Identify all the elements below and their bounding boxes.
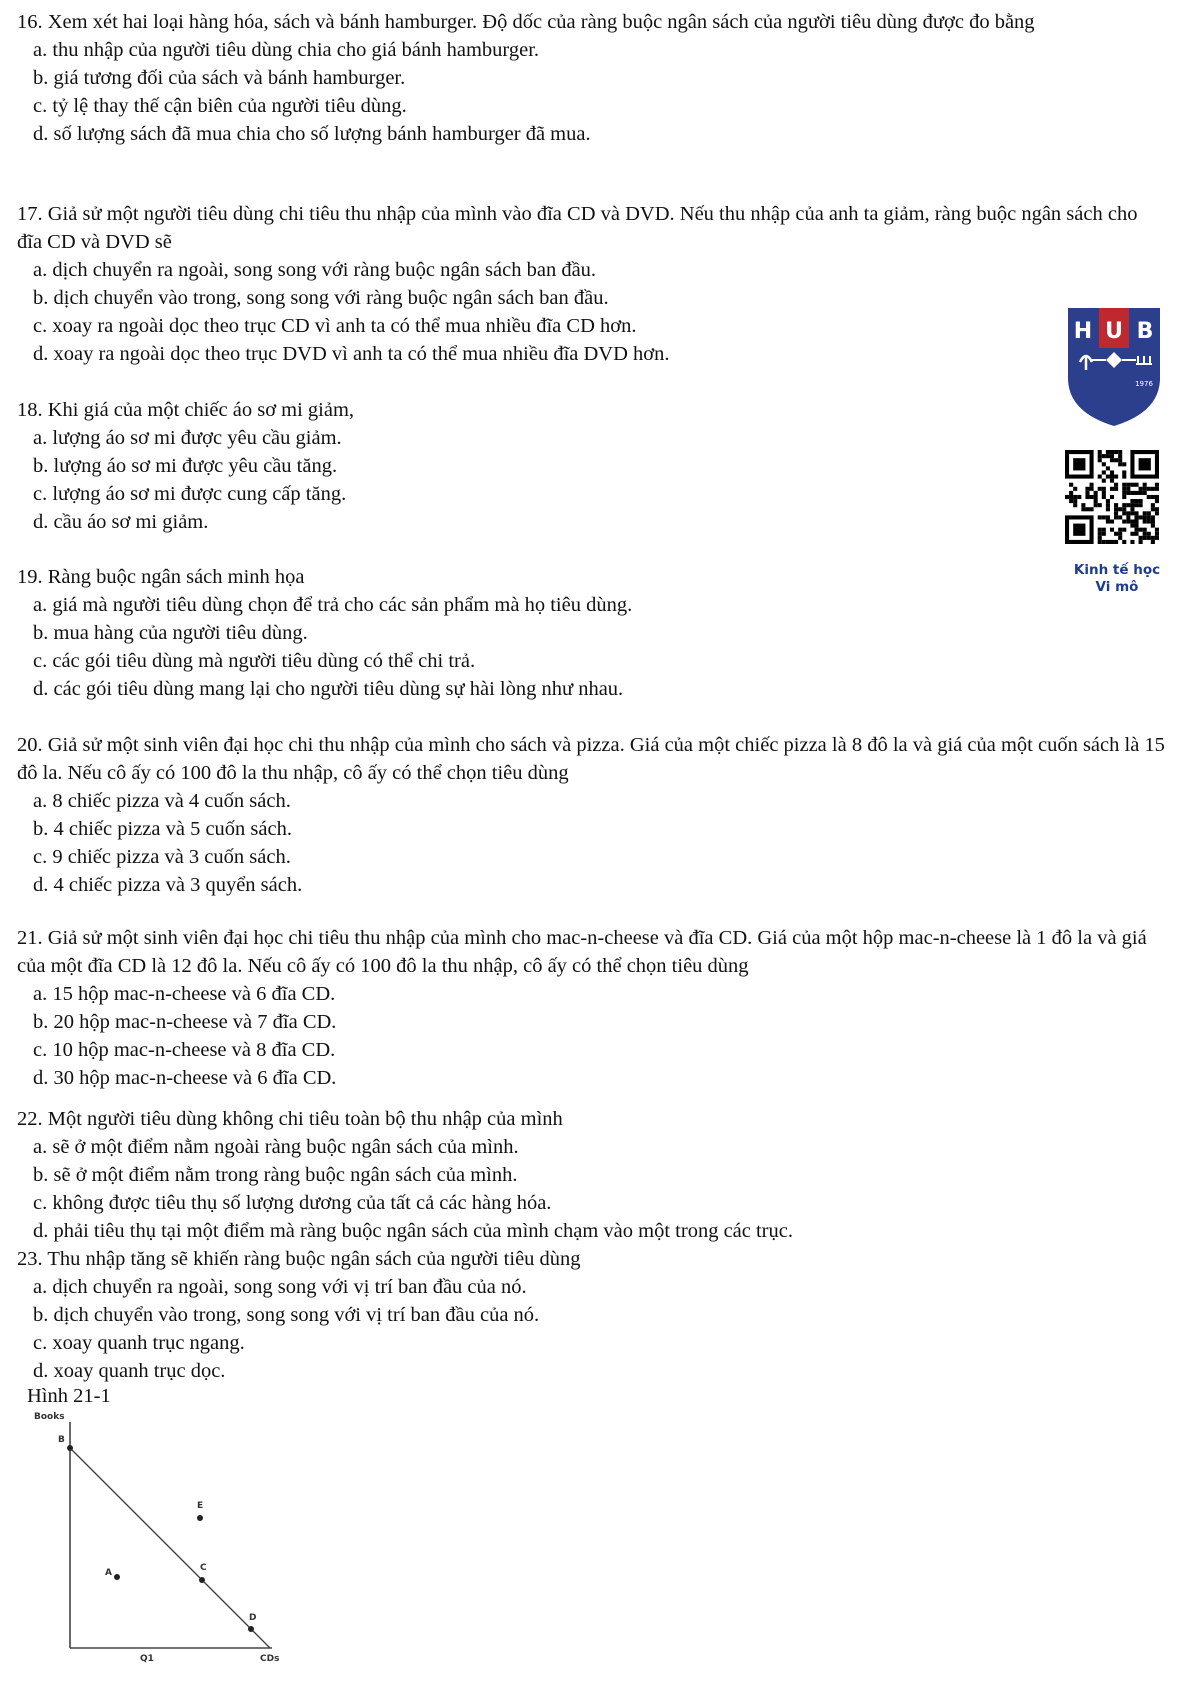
option-d: d. xoay quanh trục dọc. xyxy=(33,1360,226,1382)
question-18 xyxy=(17,396,1037,536)
question-stem: 22. Một người tiêu dùng không chi tiêu toàn bộ thu nhập của mình xyxy=(17,1108,563,1130)
option-d: d. 30 hộp mac-n-cheese và 6 đĩa CD. xyxy=(33,1067,337,1089)
point-c-label: C xyxy=(200,1563,207,1573)
question-stem: 17. Giả sử một người tiêu dùng chi tiêu thu nhập của mình vào đĩa CD và DVD. Nếu thu nhập của anh ta giảm, ràng buộc ngân sách cho đĩa CD và DVD sẽ xyxy=(17,203,1138,253)
question-19 xyxy=(17,563,1037,703)
option-a: a. dịch chuyển ra ngoài, song song với ràng buộc ngân sách ban đầu. xyxy=(33,259,597,281)
budget-line xyxy=(70,1448,270,1648)
question-22 xyxy=(17,1105,1167,1245)
option-b: b. dịch chuyển vào trong, song song với ràng buộc ngân sách ban đầu. xyxy=(33,287,609,309)
option-c: c. xoay quanh trục ngang. xyxy=(33,1332,245,1354)
option-b: b. 4 chiếc pizza và 5 cuốn sách. xyxy=(33,818,292,840)
logo-year: 1976 xyxy=(1135,380,1153,388)
option-d: d. cầu áo sơ mi giảm. xyxy=(33,511,209,533)
point-e xyxy=(197,1515,203,1521)
question-stem: 19. Ràng buộc ngân sách minh họa xyxy=(17,566,305,588)
question-17 xyxy=(17,200,1167,368)
x-tick-label: Q1 xyxy=(140,1654,154,1664)
point-d xyxy=(248,1626,254,1632)
question-stem: 16. Xem xét hai loại hàng hóa, sách và bánh hamburger. Độ dốc của ràng buộc ngân sách của người tiêu dùng được đo bằng xyxy=(17,11,1035,33)
option-a: a. sẽ ở một điểm nằm ngoài ràng buộc ngân sách của mình. xyxy=(33,1136,519,1158)
option-c: c. lượng áo sơ mi được cung cấp tăng. xyxy=(33,483,347,505)
logo-letter-b: B xyxy=(1136,319,1154,344)
option-c: c. không được tiêu thụ số lượng dương của tất cả các hàng hóa. xyxy=(33,1192,552,1214)
question-23 xyxy=(17,1245,1167,1385)
option-c: c. các gói tiêu dùng mà người tiêu dùng có thể chi trả. xyxy=(33,650,476,672)
point-b xyxy=(67,1445,73,1451)
option-a: a. dịch chuyển ra ngoài, song song với vị trí ban đầu của nó. xyxy=(33,1276,527,1298)
option-b: b. dịch chuyển vào trong, song song với vị trí ban đầu của nó. xyxy=(33,1304,540,1326)
y-axis-label: Books xyxy=(34,1412,65,1422)
question-stem: 20. Giả sử một sinh viên đại học chi thu nhập của mình cho sách và pizza. Giá của một chiếc pizza là 8 đô la và giá của một cuốn sách là 15 đô la. Nếu cô ấy có 100 đô la thu nhập, cô ấy có thể chọn tiêu dùng xyxy=(17,734,1165,784)
point-a-label: A xyxy=(105,1568,112,1578)
question-stem: 21. Giả sử một sinh viên đại học chi tiêu thu nhập của mình cho mac-n-cheese và đĩa CD. Giá của một hộp mac-n-cheese là 1 đô la và giá của một đĩa CD là 12 đô la. Nếu cô ấy có 100 đô la thu nhập, cô ấy có thể chọn tiêu dùng xyxy=(17,927,1147,977)
question-21 xyxy=(17,924,1167,1092)
option-b: b. mua hàng của người tiêu dùng. xyxy=(33,622,308,644)
qr-code-icon xyxy=(1065,450,1159,544)
point-e-label: E xyxy=(197,1501,204,1511)
logo-caption-line1: Kinh tế học xyxy=(1073,562,1161,578)
point-d-label: D xyxy=(249,1613,257,1623)
question-16 xyxy=(17,8,1167,148)
logo-caption-line2: Vi mô xyxy=(1095,579,1139,595)
option-d: d. xoay ra ngoài dọc theo trục DVD vì anh ta có thể mua nhiều đĩa DVD hơn. xyxy=(33,343,670,365)
option-a: a. giá mà người tiêu dùng chọn để trả cho các sản phẩm mà họ tiêu dùng. xyxy=(33,594,633,616)
option-c: c. 9 chiếc pizza và 3 cuốn sách. xyxy=(33,846,291,868)
option-b: b. giá tương đối của sách và bánh hamburger. xyxy=(33,67,406,89)
option-b: b. lượng áo sơ mi được yêu cầu tăng. xyxy=(33,455,338,477)
point-c xyxy=(199,1577,205,1583)
option-d: d. 4 chiếc pizza và 3 quyển sách. xyxy=(33,874,303,896)
question-stem: 18. Khi giá của một chiếc áo sơ mi giảm, xyxy=(17,399,355,421)
option-d: d. phải tiêu thụ tại một điểm mà ràng buộc ngân sách của mình chạm vào một trong các trục. xyxy=(33,1220,793,1242)
x-axis-label: CDs xyxy=(260,1654,280,1664)
option-c: c. xoay ra ngoài dọc theo trục CD vì anh ta có thể mua nhiều đĩa CD hơn. xyxy=(33,315,637,337)
option-c: c. 10 hộp mac-n-cheese và 8 đĩa CD. xyxy=(33,1039,336,1061)
option-d: d. các gói tiêu dùng mang lại cho người tiêu dùng sự hài lòng như nhau. xyxy=(33,678,624,700)
point-b-label: B xyxy=(58,1435,65,1445)
option-a: a. 8 chiếc pizza và 4 cuốn sách. xyxy=(33,790,291,812)
option-c: c. tỷ lệ thay thế cận biên của người tiêu dùng. xyxy=(33,95,407,117)
option-b: b. 20 hộp mac-n-cheese và 7 đĩa CD. xyxy=(33,1011,337,1033)
budget-constraint-figure xyxy=(22,1410,302,1672)
question-20 xyxy=(17,731,1167,899)
logo-letter-h: H xyxy=(1073,319,1093,344)
point-a xyxy=(114,1574,120,1580)
option-a: a. 15 hộp mac-n-cheese và 6 đĩa CD. xyxy=(33,983,336,1005)
option-d: d. số lượng sách đã mua chia cho số lượng bánh hamburger đã mua. xyxy=(33,123,591,145)
option-a: a. lượng áo sơ mi được yêu cầu giảm. xyxy=(33,427,342,449)
logo-letter-u: U xyxy=(1105,319,1123,344)
hub-shield-icon xyxy=(1062,300,1166,430)
question-stem: 23. Thu nhập tăng sẽ khiến ràng buộc ngân sách của người tiêu dùng xyxy=(17,1248,581,1270)
option-a: a. thu nhập của người tiêu dùng chia cho giá bánh hamburger. xyxy=(33,39,540,61)
figure-title: Hình 21-1 xyxy=(27,1385,111,1407)
option-b: b. sẽ ở một điểm nằm trong ràng buộc ngân sách của mình. xyxy=(33,1164,518,1186)
